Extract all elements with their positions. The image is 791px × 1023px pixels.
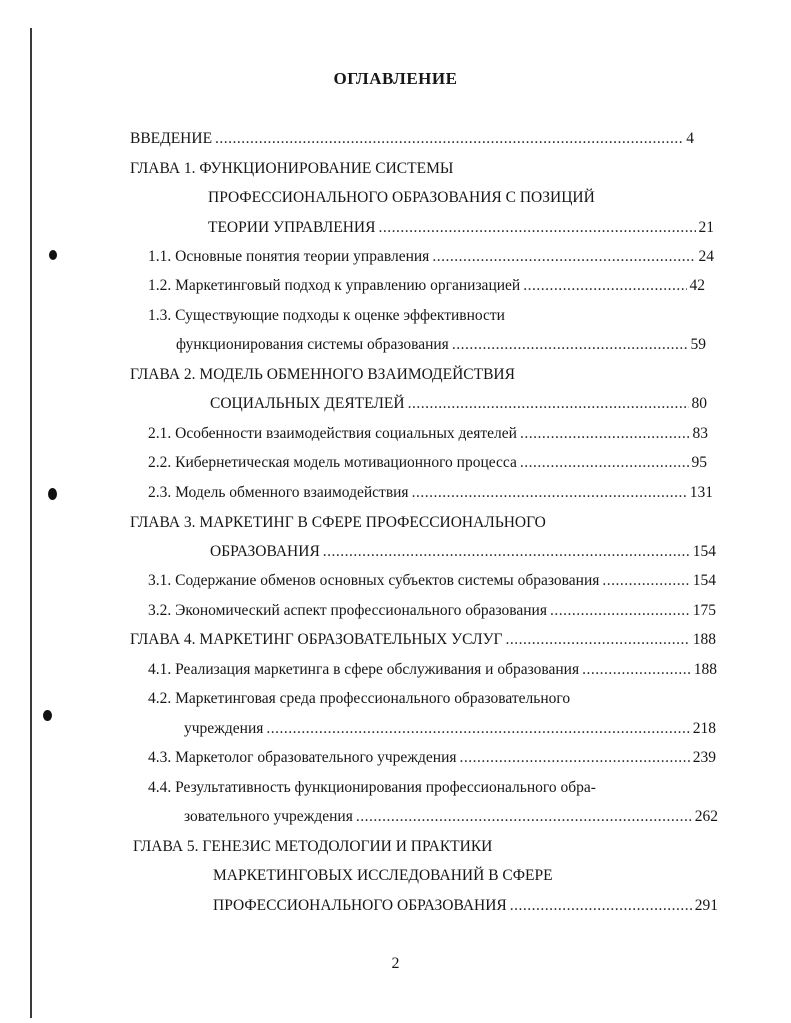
scan-speck-mark	[48, 488, 57, 500]
toc-section-4-1: 4.1. Реализация маркетинга в сфере обслуживания и образования ..... 188	[148, 657, 717, 683]
toc-section-4-4-line-1: 4.4. Результативность функционирования профессионального обра-	[148, 779, 596, 796]
toc-section-1-1: 1.1. Основные понятия теории управления ..... 24	[148, 244, 714, 270]
toc-chapter-1-line-1: ГЛАВА 1. ФУНКЦИОНИРОВАНИЕ СИСТЕМЫ	[130, 160, 454, 177]
toc-chapter-3-line-2: ОБРАЗОВАНИЯ ..... 154	[210, 539, 716, 565]
toc-section-2-2: 2.2. Кибернетическая модель мотивационного процесса ..... 95	[148, 450, 707, 476]
toc-section-1-3-line-1: 1.3. Существующие подходы к оценке эффективности	[148, 307, 505, 324]
scan-left-edge-line	[30, 28, 32, 1018]
toc-chapter-5-line-1: ГЛАВА 5. ГЕНЕЗИС МЕТОДОЛОГИИ И ПРАКТИКИ	[133, 838, 493, 855]
toc-chapter-5-line-3: ПРОФЕССИОНАЛЬНОГО ОБРАЗОВАНИЯ ..... 291	[213, 893, 718, 919]
toc-chapter-2-line-2: СОЦИАЛЬНЫХ ДЕЯТЕЛЕЙ ..... 80	[210, 391, 707, 417]
toc-chapter-4: ГЛАВА 4. МАРКЕТИНГ ОБРАЗОВАТЕЛЬНЫХ УСЛУГ ..... 188	[130, 627, 716, 653]
toc-section-4-2-line-2: учреждения ..... 218	[184, 716, 716, 742]
toc-section-4-4-line-2: зовательного учреждения ..... 262	[184, 804, 718, 830]
toc-chapter-2-line-1: ГЛАВА 2. МОДЕЛЬ ОБМЕННОГО ВЗАИМОДЕЙСТВИЯ	[130, 366, 515, 383]
toc-chapter-3-line-1: ГЛАВА 3. МАРКЕТИНГ В СФЕРЕ ПРОФЕССИОНАЛЬНОГО	[130, 514, 546, 531]
toc-chapter-5-line-2: МАРКЕТИНГОВЫХ ИССЛЕДОВАНИЙ В СФЕРЕ	[213, 867, 553, 884]
toc-title: ОГЛАВЛЕНИЕ	[333, 69, 458, 88]
scan-speck-mark	[49, 250, 57, 260]
toc-section-3-2: 3.2. Экономический аспект профессионального образования ..... 175	[148, 598, 716, 624]
scan-speck-mark	[43, 710, 52, 721]
toc-section-2-1: 2.1. Особенности взаимодействия социальных деятелей ..... 83	[148, 421, 708, 447]
toc-chapter-1-line-2: ПРОФЕССИОНАЛЬНОГО ОБРАЗОВАНИЯ С ПОЗИЦИЙ	[208, 189, 595, 206]
toc-chapter-1-line-3: ТЕОРИИ УПРАВЛЕНИЯ ..... 21	[208, 215, 714, 241]
toc-entry-introduction: ВВЕДЕНИЕ ..... 4	[130, 126, 694, 152]
toc-section-1-2: 1.2. Маркетинговый подход к управлению организацией ..... 42	[148, 273, 705, 299]
toc-section-4-3: 4.3. Маркетолог образовательного учреждения ..... 239	[148, 745, 716, 771]
toc-section-1-3-line-2: функционирования системы образования ..... 59	[176, 332, 706, 358]
toc-section-3-1: 3.1. Содержание обменов основных субъектов системы образования ..... 154	[148, 568, 716, 594]
toc-section-4-2-line-1: 4.2. Маркетинговая среда профессионального образовательного	[148, 690, 571, 707]
page-number: 2	[391, 955, 400, 972]
toc-section-2-3: 2.3. Модель обменного взаимодействия ..... 131	[148, 480, 713, 506]
